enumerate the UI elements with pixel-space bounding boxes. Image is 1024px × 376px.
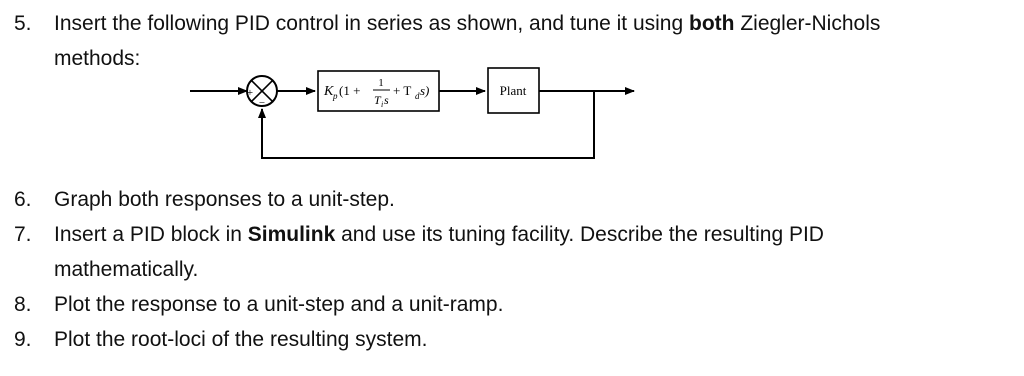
frac-den-subscript: i (381, 100, 384, 109)
kp-symbol: K (324, 84, 334, 99)
bold-emphasis: Simulink (247, 223, 336, 246)
td-subscript: d (415, 91, 420, 101)
frac-den-s: s (384, 93, 389, 107)
open-paren: (1 + (339, 83, 361, 98)
item-number: 8. (14, 293, 32, 316)
frac-denominator: T (374, 93, 381, 107)
close-paren: s) (420, 83, 430, 98)
item-text: Graph both responses to a unit-step. (54, 188, 395, 211)
item-number: 7. (14, 223, 32, 246)
item-continuation: mathematically. (54, 258, 199, 281)
plus-td: + T (393, 83, 412, 98)
plant-label: Plant (499, 83, 527, 98)
frac-numerator: 1 (378, 77, 384, 89)
item-continuation: methods: (54, 47, 141, 70)
item-number: 6. (14, 188, 32, 211)
kp-subscript: p (333, 91, 338, 101)
item-number: 5. (14, 12, 32, 35)
plus-sign: + (246, 87, 254, 99)
item-text: Plot the root-loci of the resulting system. (54, 328, 428, 351)
item-number: 9. (14, 328, 32, 351)
item-text: Insert the following PID control in series as shown, and tune it using both Ziegler-Nichols (54, 12, 881, 35)
bold-emphasis: both (689, 12, 735, 35)
item-text: Plot the response to a unit-step and a unit-ramp. (54, 293, 504, 316)
minus-sign: − (258, 97, 266, 109)
item-text: Insert a PID block in Simulink and use its tuning facility. Describe the resulting PID (54, 223, 824, 246)
